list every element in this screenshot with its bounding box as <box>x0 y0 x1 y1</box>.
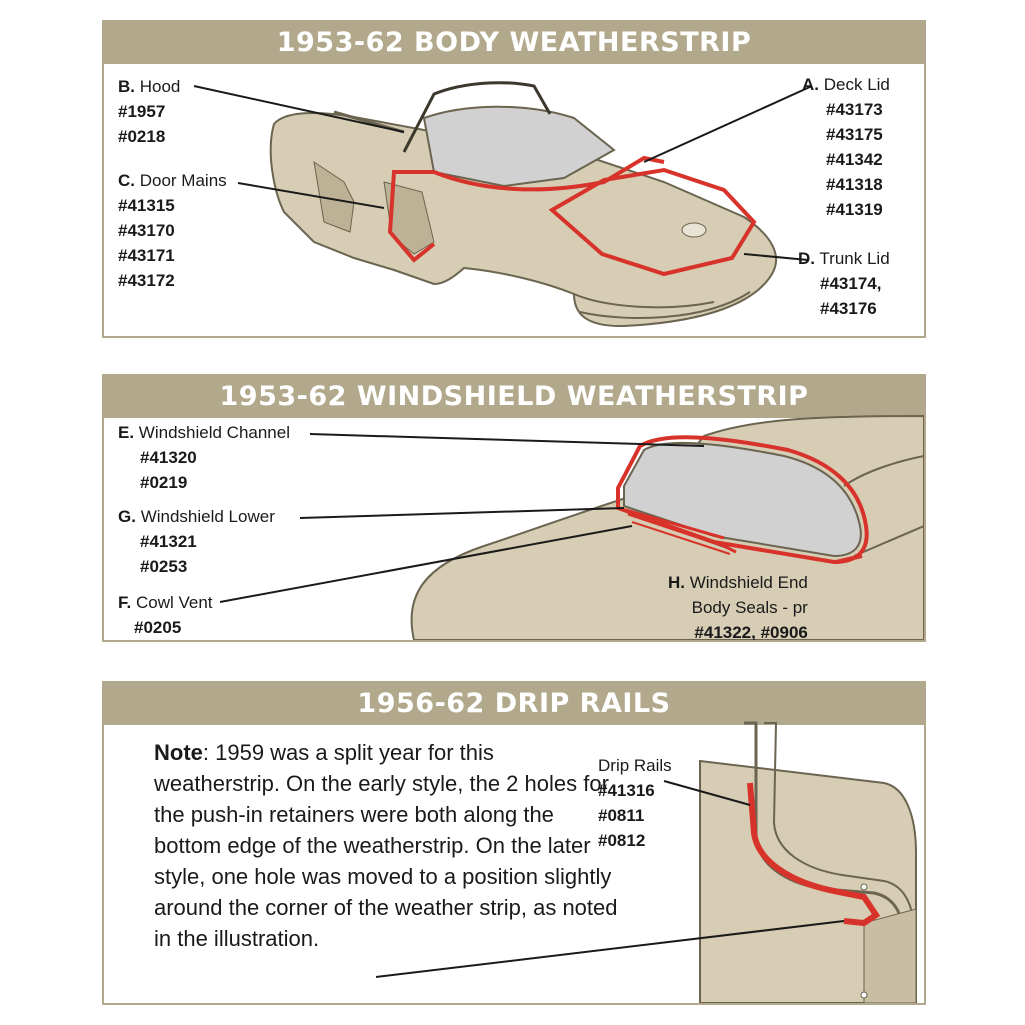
label-b-hood: B. Hood #1957 #0218 <box>118 77 181 146</box>
windshield-weatherstrip-panel <box>102 374 926 642</box>
label-a-deck-lid: A. Deck Lid #43173 #43175 #41342 #41318 #41319 <box>802 75 890 219</box>
label-drip-rails: Drip Rails #41316 #0811 #0812 <box>598 756 672 850</box>
label-c-door-mains: C. Door Mains #41315 #43170 #43171 #43172 <box>118 171 227 290</box>
label-f-cowl-vent: F. Cowl Vent #0205 <box>118 593 213 637</box>
label-g-windshield-lower: G. Windshield Lower #41321 #0253 <box>118 507 275 576</box>
label-d-trunk-lid: D. Trunk Lid #43174, #43176 <box>798 249 890 318</box>
panel-title: 1953-62 WINDSHIELD WEATHERSTRIP <box>104 376 924 418</box>
note-text: : 1959 was a split year for this weatherstrip. On the early style, the 2 holes for the push-in retainers were both along the bottom edge of the weatherstrip. On the later style, one hole was moved to a position slightly around the corner of the weather strip, as noted in the illustration. <box>154 740 618 951</box>
drip-rails-panel <box>102 681 926 1005</box>
label-e-windshield-channel: E. Windshield Channel #41320 #0219 <box>118 423 290 492</box>
note-heading: Note <box>154 740 203 765</box>
panel-title: 1956-62 DRIP RAILS <box>104 683 924 725</box>
drip-rail-note <box>154 737 624 954</box>
panel-title: 1953-62 BODY WEATHERSTRIP <box>104 22 924 64</box>
label-h-windshield-end: H. Windshield End Body Seals - pr #41322, #0906 <box>668 573 808 642</box>
body-weatherstrip-panel <box>102 20 926 338</box>
